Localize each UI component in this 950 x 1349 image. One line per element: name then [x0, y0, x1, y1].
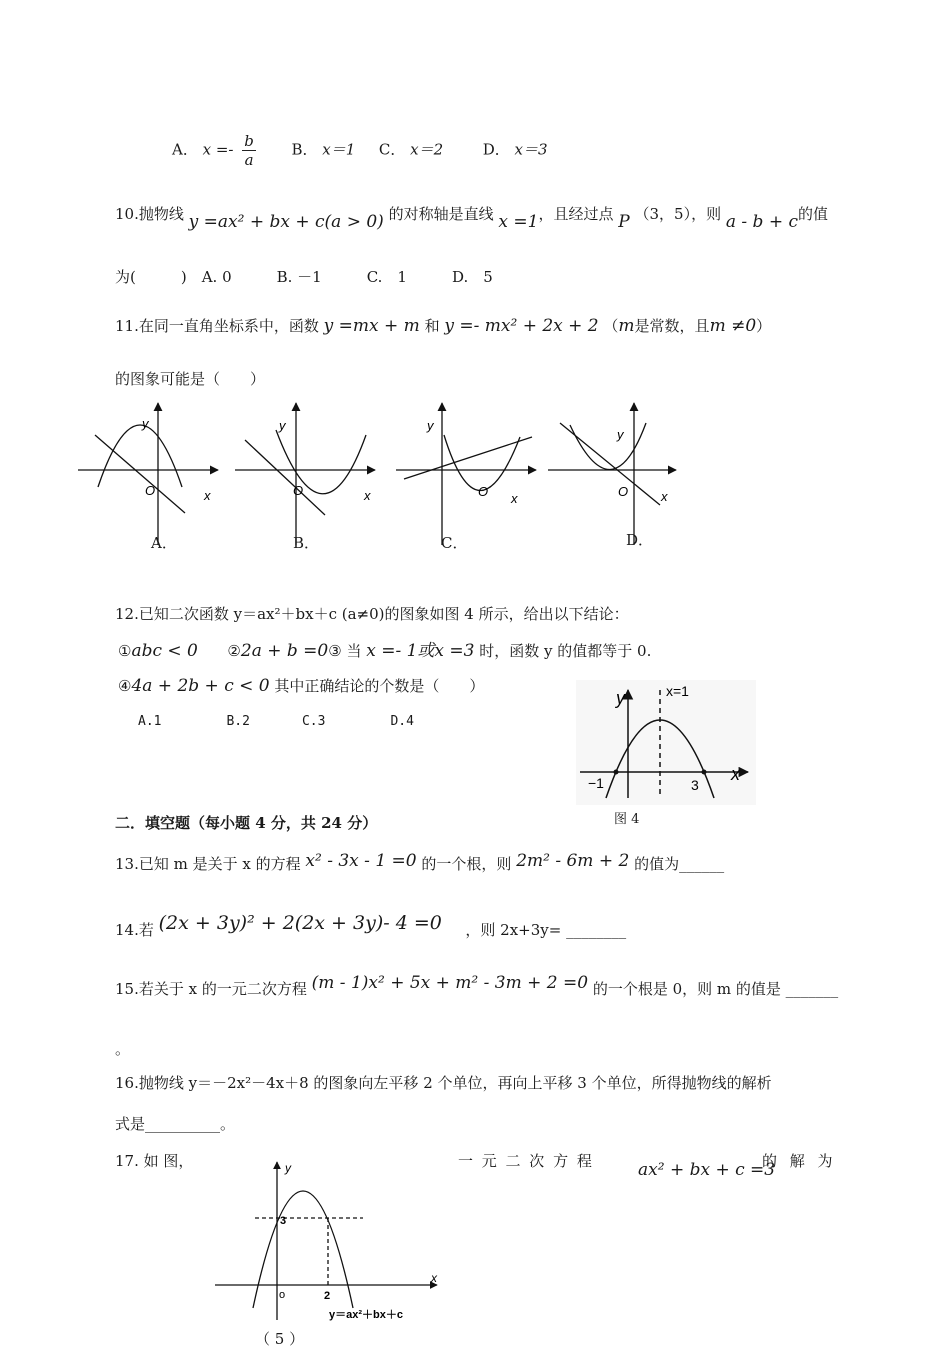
- q17-figure: [205, 1158, 450, 1326]
- q12-c1-mark: ①: [118, 642, 132, 660]
- q11-line1: [115, 315, 771, 336]
- q11-text4: 是常数，且: [634, 317, 710, 335]
- q17-text2: 一 元 二 次 方 程: [458, 1152, 594, 1170]
- q10-eq1: y =ax² + bx + c(a > 0): [188, 212, 384, 232]
- q10-line2: 为( ) A. 0 B. －1 C. 1 D. 5: [115, 268, 493, 286]
- q11-eq3: m: [618, 316, 635, 336]
- q9-option-c-eq: x＝2: [410, 140, 444, 159]
- q10-eq3: P: [618, 212, 630, 232]
- q11-a-y: y: [142, 416, 149, 431]
- fig4-neg1: −1: [588, 775, 604, 791]
- q11-c-x: x: [511, 491, 518, 506]
- q13-text2: 的一个根，则: [421, 855, 512, 873]
- q9-option-d-label: D．: [482, 140, 510, 159]
- q11-graphs: [0, 395, 700, 555]
- q11-number: 11.: [115, 317, 139, 335]
- q12-c2-mark: ②: [227, 642, 241, 660]
- q9-option-a-label: A．: [172, 140, 198, 159]
- q10-text1: 抛物线: [138, 205, 184, 223]
- q14-text2: ，则 2x+3y= ________: [465, 921, 627, 939]
- q9-options: [172, 132, 548, 169]
- q11-c-o: O: [478, 484, 489, 499]
- q11-d-o: O: [618, 484, 629, 499]
- q11-a-o: O: [145, 483, 156, 498]
- q13-eq1: x² - 3x - 1 =0: [305, 851, 417, 871]
- q11-eq1: y =mx + m: [323, 316, 420, 336]
- q10-line1: [115, 203, 829, 232]
- q13-text1: 13.已知 m 是关于 x 的方程: [115, 855, 301, 873]
- q17-text3: 的 解 为: [762, 1152, 837, 1170]
- q12-options: A.1 B.2 C.3 D.4: [138, 714, 414, 729]
- q9-option-a-eq: x =-: [202, 140, 234, 159]
- q9-fraction-den: a: [244, 151, 254, 169]
- q13-line: [115, 853, 724, 874]
- q12-c4-eq: 4a + 2b + c < 0: [131, 676, 270, 696]
- q10-eq2: x =1: [498, 212, 539, 232]
- q10-text2: 的对称轴是直线: [388, 205, 494, 223]
- q11-label-a: A．: [151, 534, 177, 552]
- q11-b-y: y: [279, 418, 286, 433]
- q14-text1: 14.若: [115, 921, 154, 939]
- q12-figure-caption: 图 4: [614, 812, 640, 827]
- q12-line1: 12.已知二次函数 y＝ax²＋bx＋c (a≠0)的图象如图 4 所示，给出以下结论：: [115, 605, 629, 623]
- fig4-axis-label: x=1: [666, 683, 689, 699]
- q12-c4-mark: ④: [118, 677, 132, 695]
- q11-graph-b: [235, 403, 375, 545]
- q16-line2: 式是__________。: [115, 1115, 236, 1133]
- q11-graph-c: [396, 403, 536, 545]
- q13-eq2: 2m² - 6m + 2: [516, 851, 630, 871]
- q17-text1: 17. 如 图，: [115, 1152, 194, 1170]
- q11-line2: 的图象可能是（ ）: [115, 370, 266, 388]
- q10-text3: ，且经过点: [538, 205, 614, 223]
- q11-text3: （: [603, 317, 619, 335]
- q15-text2: 的一个根是 0，则 m 的值是 _______: [592, 980, 839, 998]
- q11-graph-d: [548, 403, 676, 545]
- q11-c-y: y: [427, 418, 434, 433]
- q12-c1-eq: abc < 0: [131, 641, 198, 661]
- q12-figure-4: [576, 680, 756, 805]
- q11-d-y: y: [617, 427, 624, 442]
- q12-c3-mark: ③ 当: [328, 642, 362, 660]
- q10-number: 10.: [115, 205, 139, 223]
- q15-eq1: (m - 1)x² + 5x + m² - 3m + 2 =0: [311, 973, 589, 993]
- q10-text4: （3，5），则: [634, 205, 722, 223]
- section2-title: 二．填空题（每小题 4 分，共 24 分）: [115, 814, 378, 832]
- q12-c4-text: 其中正确结论的个数是（ ）: [274, 677, 485, 695]
- q13-text3: 的值为______: [634, 855, 725, 873]
- q9-option-b-eq: x＝1: [322, 140, 356, 159]
- q9-option-d-eq: x＝3: [514, 140, 548, 159]
- q9-option-c-label: C．: [378, 140, 406, 159]
- q11-label-b: B．: [293, 534, 320, 552]
- page-number: （ 5 ）: [255, 1330, 305, 1348]
- q11-a-x: x: [204, 488, 211, 503]
- q12-c2-eq: 2a + b =0: [240, 641, 329, 661]
- q11-eq4: m ≠0: [709, 316, 757, 336]
- q16-line1: 16.抛物线 y＝－2x²－4x＋8 的图象向左平移 2 个单位，再向上平移 3 个单位，所得抛物线的解析: [115, 1074, 772, 1092]
- q17-fig-curve-label: y＝ax²＋bx＋c: [329, 1309, 403, 1321]
- q15-text1: 15.若关于 x 的一元二次方程: [115, 980, 307, 998]
- q11-eq2: y =- mx² + 2x + 2: [444, 316, 599, 336]
- q17-fig-2: 2: [324, 1290, 331, 1302]
- q9-option-a-fraction: [242, 132, 256, 169]
- q11-b-o: O: [293, 483, 304, 498]
- q10-text5: 的值: [798, 205, 829, 223]
- q11-text5: ）: [756, 317, 772, 335]
- q12-conclusion-4: [118, 675, 484, 696]
- q12-c3-text: 时，函数 y 的值都等于 0.: [479, 642, 652, 660]
- q9-option-b-label: B．: [291, 140, 318, 159]
- fig4-y-label: y: [616, 688, 625, 708]
- q9-fraction-num: b: [244, 132, 254, 150]
- q12-c3-eq: x =- 1或x =3: [366, 641, 475, 661]
- q12-conclusions-1-3: [118, 636, 651, 661]
- q17-fig-3: 3: [280, 1215, 287, 1227]
- q11-label-c: C．: [441, 534, 468, 552]
- q14-line: [115, 912, 627, 940]
- q15-line1: [115, 973, 839, 999]
- q11-b-x: x: [364, 488, 371, 503]
- q10-eq4: a - b + c: [725, 212, 799, 232]
- q17-fig-y: y: [285, 1161, 291, 1175]
- fig4-three: 3: [691, 777, 699, 793]
- q14-eq1: (2x + 3y)² + 2(2x + 3y)- 4 =0: [158, 912, 442, 934]
- q15-line2: 。: [115, 1040, 131, 1058]
- q11-text1: 在同一直角坐标系中，函数: [138, 317, 319, 335]
- q17-eq1: ax² + bx + c =3: [638, 1160, 776, 1180]
- q17-fig-x: x: [431, 1271, 437, 1285]
- fig4-x-label: x: [731, 764, 740, 784]
- q11-d-x: x: [661, 489, 668, 504]
- q17-fig-o: o: [279, 1289, 286, 1301]
- q11-text2: 和: [424, 317, 440, 335]
- q11-label-d: D．: [626, 531, 654, 549]
